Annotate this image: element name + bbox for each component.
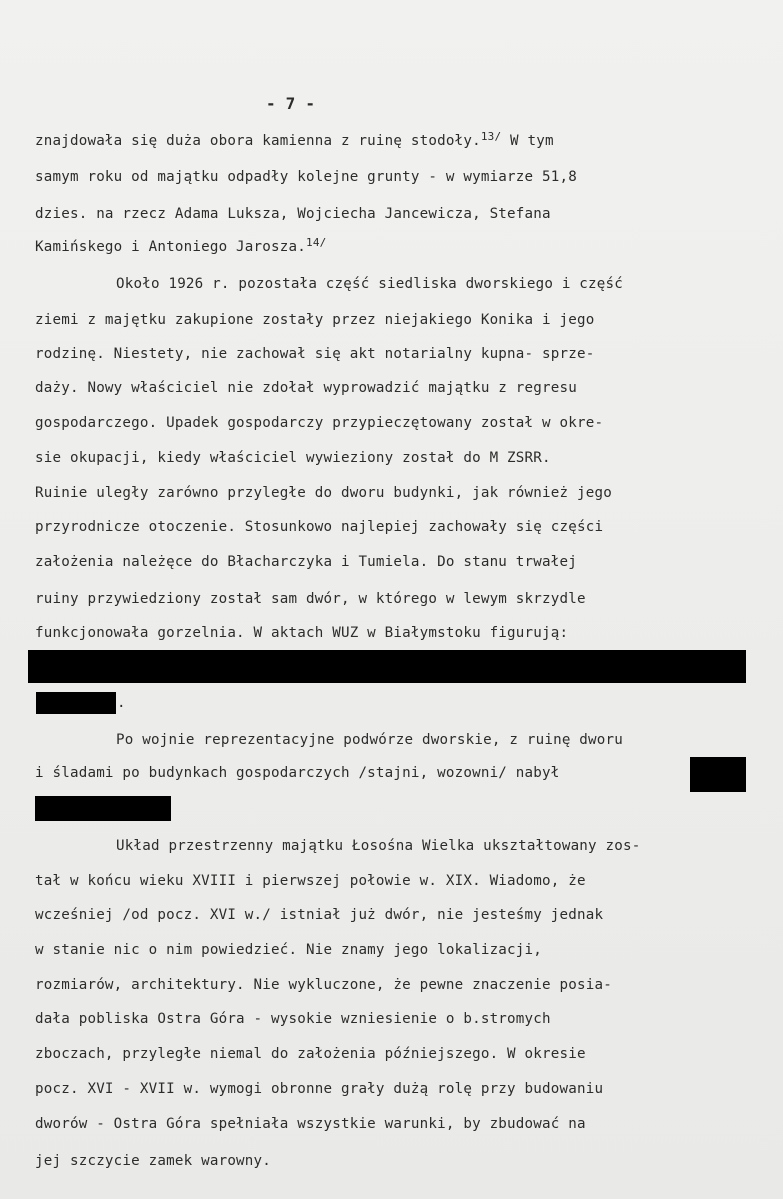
- page-number: - 7 -: [266, 94, 316, 113]
- text-span: znajdowała się duża obora kamienna z ruinę stodoły.: [35, 133, 481, 149]
- paragraph-1-line-1: [35, 132, 554, 151]
- paragraph-2-line-2: ziemi z majętku zakupione zostały przez niejakiego Konika i jego: [35, 312, 595, 328]
- paragraph-2-line-11: funkcjonowała gorzelnia. W aktach WUZ w Białymstoku figurują:: [35, 625, 569, 641]
- paragraph-2-line-10: ruiny przywiedziony został sam dwór, w którego w lewym skrzydle: [35, 591, 586, 607]
- paragraph-2-line-9: założenia należęce do Błacharczyka i Tumiela. Do stanu trwałej: [35, 554, 577, 570]
- paragraph-4-line-8: pocz. XVI - XVII w. wymogi obronne grały dużą rolę przy budowaniu: [35, 1081, 604, 1097]
- paragraph-2-line-5: gospodarczego. Upadek gospodarczy przypieczętowany został w okre-: [35, 415, 604, 431]
- paragraph-1-line-2: samym roku od majątku odpadły kolejne grunty - w wymiarze 51,8: [35, 169, 577, 185]
- paragraph-2-line-7: Ruinie uległy zarówno przyległe do dworu budynki, jak również jego: [35, 485, 612, 501]
- footnote-14: 14/: [306, 236, 327, 249]
- paragraph-3-line-2: i śladami po budynkach gospodarczych /stajni, wozowni/ nabył: [35, 765, 560, 781]
- paragraph-1-line-3: dzies. na rzecz Adama Luksza, Wojciecha Jancewicza, Stefana: [35, 206, 551, 222]
- paragraph-4-line-7: zboczach, przyległe niemal do założenia późniejszego. W okresie: [35, 1046, 586, 1062]
- paragraph-4-line-1: Układ przestrzenny majątku Łosośna Wielka ukształtowany zos-: [116, 838, 641, 854]
- redaction-bar: [690, 757, 746, 792]
- footnote-13: 13/: [480, 130, 502, 143]
- paragraph-4-line-3: wcześniej /od pocz. XVI w./ istniał już dwór, nie jesteśmy jednak: [35, 907, 604, 923]
- paragraph-3-line-1: Po wojnie reprezentacyjne podwórze dworskie, z ruinę dworu: [116, 732, 624, 748]
- paragraph-2-line-1: Około 1926 r. pozostała część siedliska dworskiego i część: [116, 276, 624, 292]
- redaction-bar: [36, 692, 116, 714]
- paragraph-4-line-2: tał w końcu wieku XVIII i pierwszej połowie w. XIX. Wiadomo, że: [35, 873, 586, 889]
- paragraph-4-line-5: rozmiarów, architektury. Nie wykluczone, że pewne znaczenie posia-: [35, 977, 612, 993]
- paragraph-1-line-4: [35, 238, 326, 257]
- sentence-end-period: .: [117, 695, 126, 711]
- paragraph-2-line-4: daży. Nowy właściciel nie zdołał wyprowadzić majątku z regresu: [35, 380, 577, 396]
- paragraph-2-line-6: sie okupacji, kiedy właściciel wywieziony został do M ZSRR.: [35, 450, 551, 466]
- paragraph-4-line-9: dworów - Ostra Góra spełniała wszystkie warunki, by zbudować na: [35, 1116, 586, 1132]
- paragraph-2-line-8: przyrodnicze otoczenie. Stosunkowo najlepiej zachowały się części: [35, 519, 604, 535]
- redaction-bar: [35, 796, 171, 821]
- paragraph-4-line-4: w stanie nic o nim powiedzieć. Nie znamy jego lokalizacji,: [35, 942, 543, 958]
- paragraph-4-line-6: dała pobliska Ostra Góra - wysokie wzniesienie o b.stromych: [35, 1011, 551, 1027]
- text-span: W tym: [501, 133, 554, 149]
- paragraph-4-line-10: jej szczycie zamek warowny.: [35, 1153, 272, 1169]
- redaction-bar: [28, 650, 746, 683]
- paragraph-2-line-3: rodzinę. Niestety, nie zachował się akt notarialny kupna- sprze-: [35, 346, 595, 362]
- text-span: Kamińskego i Antoniego Jarosza.: [35, 239, 306, 255]
